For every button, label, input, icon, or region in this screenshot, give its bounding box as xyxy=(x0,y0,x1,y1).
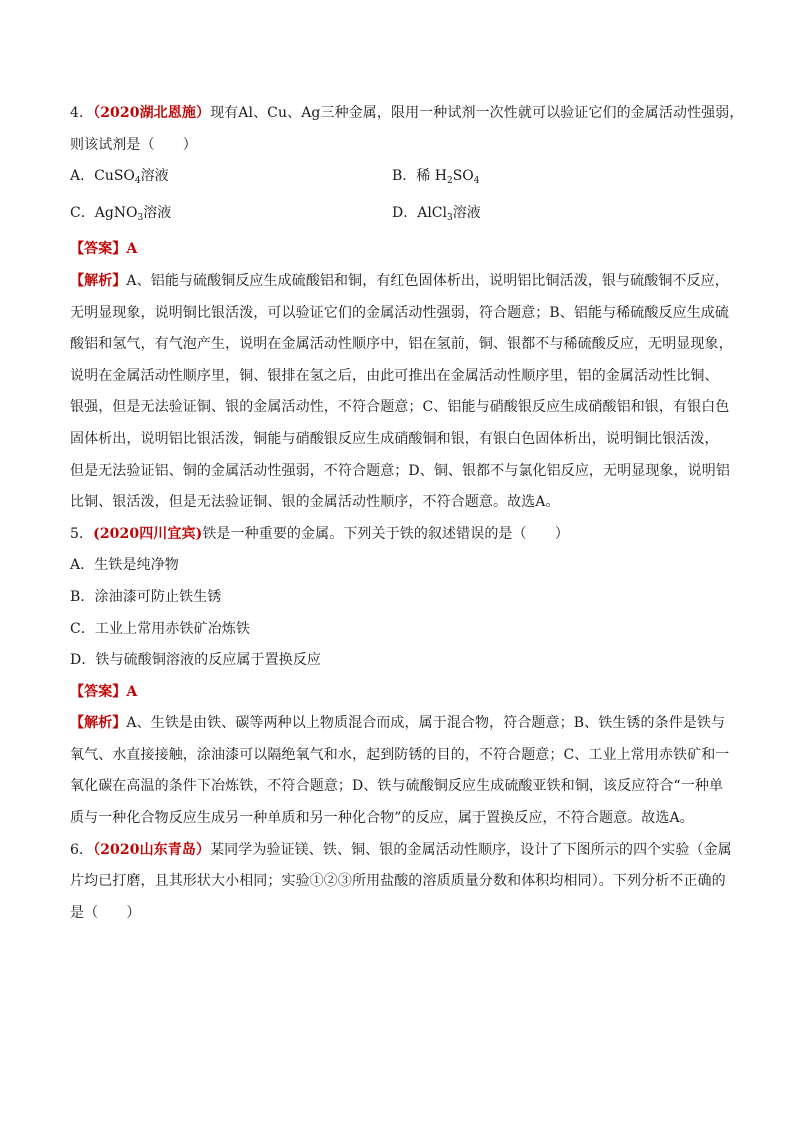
question-4-analysis-line-7: 但是无法验证铝、铜的金属活动性强弱，不符合题意；D、铜、银都不与氯化铝反应，无明显现象，说明铝 xyxy=(70,462,730,479)
question-5-analysis-line-3: 氧化碳在高温的条件下冶炼铁，不符合题意；D、铁与硫酸铜反应生成硫酸亚铁和铜，该反应符合“一种单 xyxy=(70,778,724,795)
question-4-analysis-line-4: 说明在金属活动性顺序里，铜、银排在氢之后，由此可推出在金属活动性顺序里，铝的金属活动性比铜、 xyxy=(70,367,719,384)
question-4-options-row-2 xyxy=(70,198,725,235)
question-4-stem-line-1: 4．（2020湖北恩施）现有Al、Cu、Ag三种金属，限用一种试剂一次性就可以验证它们的金属活动性强弱， xyxy=(70,105,744,121)
question-4-answer xyxy=(70,234,725,266)
question-4-stem-line-2: 则该试剂是（ ） xyxy=(70,136,197,153)
question-5-option-b: B．涂油漆可防止铁生锈 xyxy=(70,588,222,605)
question-6-stem-line-3: 是（ ） xyxy=(70,904,141,921)
question-4-analysis-line-8: 比铜、银活泼，但是无法验证铜、银的金属活动性顺序，不符合题意。故选A。 xyxy=(70,494,560,511)
analysis-tag: 【解析】 xyxy=(70,272,127,289)
question-6-stem-line-1: 6．（2020山东青岛）某同学为验证镁、铁、铜、银的金属活动性顺序，设计了下图所示的四个实验（金属 xyxy=(70,841,732,858)
question-5-analysis-line-4: 质与一种化合物反应生成另一种单质和另一种化合物”的反应，属于置换反应，不符合题意。故选A。 xyxy=(70,810,694,827)
question-4-options-row-1 xyxy=(70,161,725,198)
question-6-source: （2020山东青岛） xyxy=(93,841,211,858)
question-4-option-b: B．稀 $H_2SO_4$ xyxy=(392,168,480,187)
question-5-option-c: C．工业上常用赤铁矿冶炼铁 xyxy=(70,620,251,637)
question-5-number: 5． xyxy=(70,525,94,542)
question-4-analysis-line-5: 银强，但是无法验证铜、银的金属活动性，不符合题意；C、铝能与硝酸银反应生成硝酸铝和银，有银白色 xyxy=(70,399,730,416)
question-5-answer xyxy=(70,677,725,709)
question-6-stem-line-2: 片均已打磨，且其形状大小相同；实验①②③所用盐酸的溶质质量分数和体积均相同）。下列分析不正确的 xyxy=(70,873,726,890)
answer-value: A xyxy=(126,683,138,700)
answer-value: A xyxy=(126,241,138,258)
question-4-option-c: C．AgNO$_3$溶液 xyxy=(70,204,172,223)
answer-tag: 【答案】 xyxy=(70,241,127,258)
question-4-number: 4． xyxy=(70,105,94,121)
question-4-option-a: A．CuSO$_4$溶液 xyxy=(70,168,169,187)
question-4-analysis-line-2: 无明显现象，说明铜比银活泼，可以验证它们的金属活动性强弱，符合题意；B、铝能与稀硫酸反应生成硫 xyxy=(70,304,729,321)
question-5-stem: 5．(2020四川宜宾)铁是一种重要的金属。下列关于铁的叙述错误的是（ ） xyxy=(70,525,569,542)
question-4-analysis-line-1: 【解析】A、铝能与硫酸铜反应生成硫酸铝和铜，有红色固体析出，说明铝比铜活泼，银与硫酸铜不反应， xyxy=(70,272,729,289)
question-5-source: (2020四川宜宾) xyxy=(93,525,203,542)
question-4-option-d: D．AlCl$_3$溶液 xyxy=(392,204,481,223)
question-4-analysis-line-3: 酸铝和氢气，有气泡产生，说明在金属活动性顺序中，铝在氢前，铜、银都不与稀硫酸反应，无明显现象， xyxy=(70,336,733,353)
document-page xyxy=(70,98,744,929)
answer-tag: 【答案】 xyxy=(70,683,127,700)
question-4-analysis-line-6: 固体析出，说明铝比银活泼，铜能与硝酸银反应生成硝酸铜和银，有银白色固体析出，说明铜比银活泼， xyxy=(70,430,719,447)
question-5-analysis-line-2: 氧气、水直接接触，涂油漆可以隔绝氧气和水，起到防锈的目的，不符合题意；C、工业上常用赤铁矿和一 xyxy=(70,746,730,763)
question-5-option-a: A．生铁是纯净物 xyxy=(70,557,179,574)
question-6-number: 6． xyxy=(70,841,94,858)
analysis-tag: 【解析】 xyxy=(70,715,127,732)
question-5-option-d: D．铁与硫酸铜溶液的反应属于置换反应 xyxy=(70,652,322,669)
question-4-source: （2020湖北恩施） xyxy=(93,105,211,121)
question-5-analysis-line-1: 【解析】A、生铁是由铁、碳等两种以上物质混合而成，属于混合物，符合题意；B、铁生锈的条件是铁与 xyxy=(70,715,726,732)
